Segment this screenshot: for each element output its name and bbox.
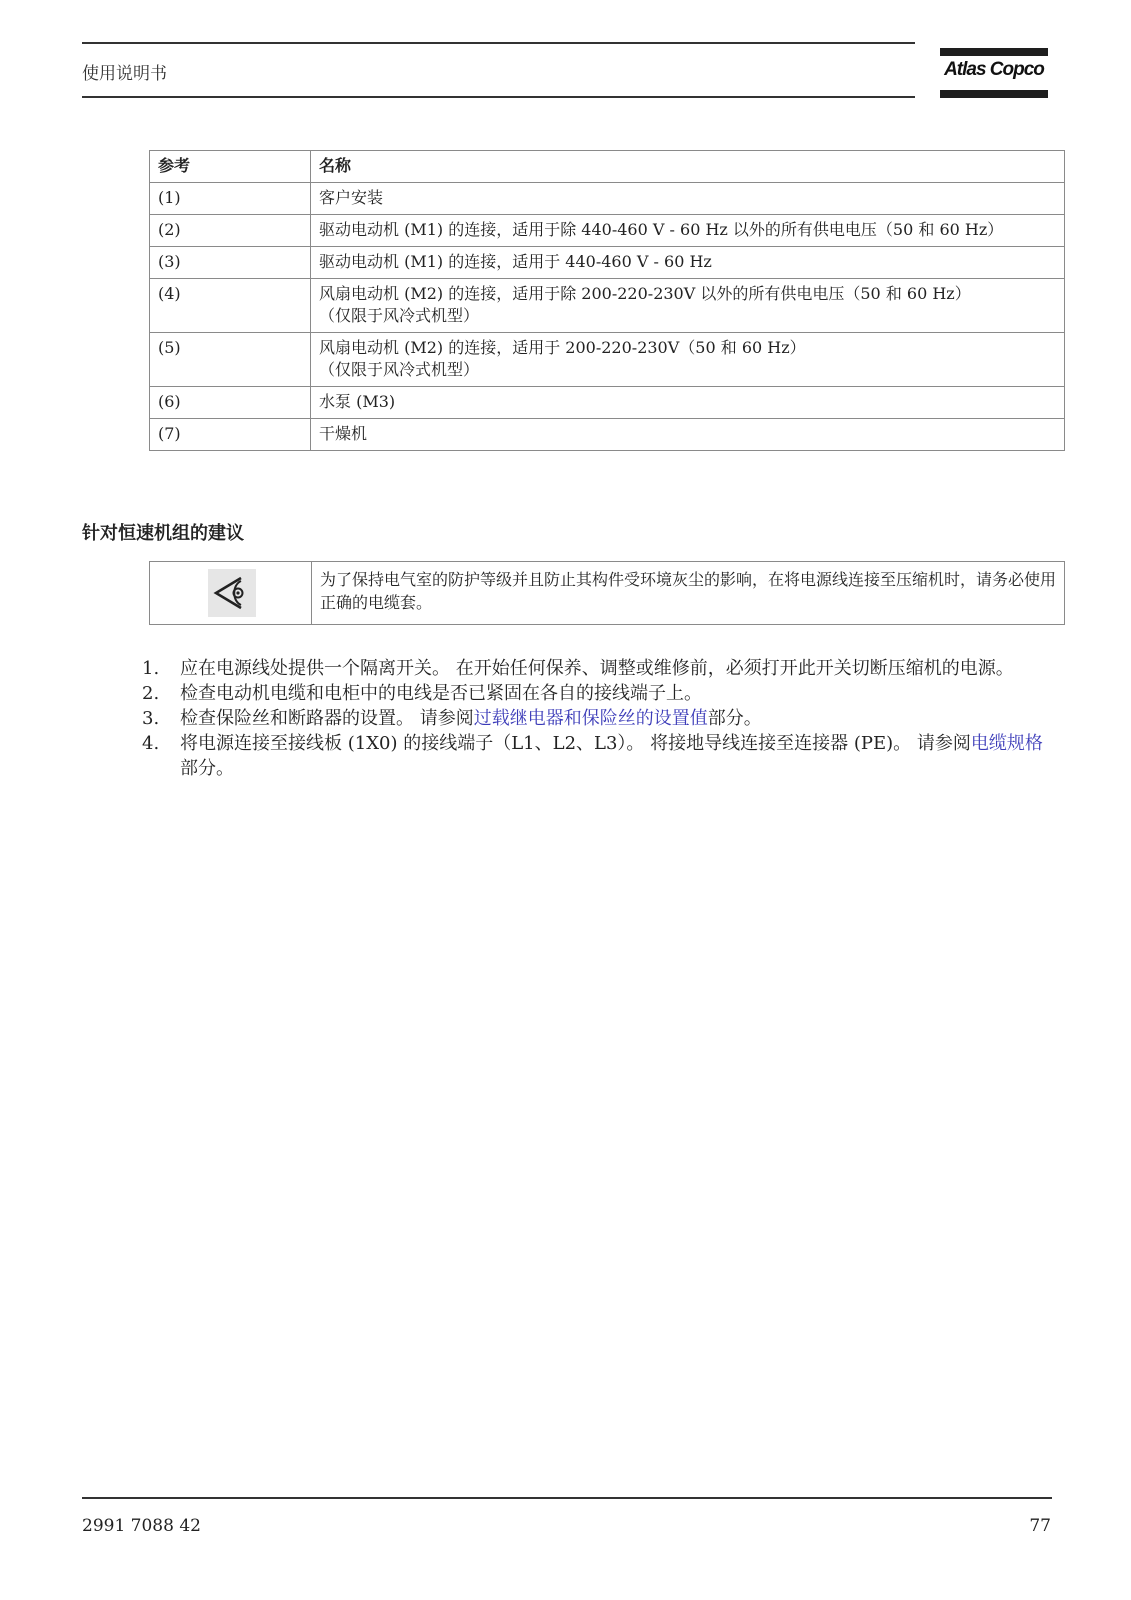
ref-cell: (4) xyxy=(150,279,311,333)
steps-list xyxy=(142,656,1052,781)
step-text: 将电源连接至接线板 (1X0) 的接线端子（L1、L2、L3）。 将接地导线连接至连接器 (PE)。 请参阅 xyxy=(180,733,971,754)
name-cell xyxy=(311,279,1065,333)
relay-fuse-settings-link[interactable]: 过载继电器和保险丝的设置值 xyxy=(473,708,708,729)
column-header-name: 名称 xyxy=(311,151,1065,183)
ref-cell: (7) xyxy=(150,419,311,451)
document-number: 2991 7088 42 xyxy=(82,1516,201,1536)
reference-table xyxy=(149,150,1065,451)
table-header-row xyxy=(150,151,1065,183)
cable-spec-link[interactable]: 电缆规格 xyxy=(970,733,1043,754)
note-icon-cell xyxy=(150,562,312,624)
table-row xyxy=(150,247,1065,279)
step-text-suffix: 部分。 xyxy=(707,708,762,729)
column-header-ref: 参考 xyxy=(150,151,311,183)
step-number: 2. xyxy=(142,683,160,704)
page-number: 77 xyxy=(1029,1516,1051,1536)
logo-bottom-bar xyxy=(940,90,1048,98)
document-title: 使用说明书 xyxy=(82,64,167,84)
logo-top-bar xyxy=(940,48,1048,56)
note-text: 为了保持电气室的防护等级并且防止其构件受环境灰尘的影响，在将电源线连接至压缩机时，请务必使用正确的电缆套。 xyxy=(320,570,1057,612)
table-row xyxy=(150,215,1065,247)
ref-cell: (2) xyxy=(150,215,311,247)
name-cell: 客户安装 xyxy=(311,183,1065,215)
list-item xyxy=(142,681,1052,706)
atlas-copco-logo xyxy=(940,48,1048,100)
table-row xyxy=(150,333,1065,387)
ref-cell: (6) xyxy=(150,387,311,419)
list-item xyxy=(142,706,1052,731)
header-top-rule xyxy=(82,42,915,44)
name-cell: 驱动电动机 (M1) 的连接，适用于除 440-460 V - 60 Hz 以外的所有供电电压（50 和 60 Hz） xyxy=(311,215,1065,247)
note-box xyxy=(149,561,1065,625)
table-row xyxy=(150,183,1065,215)
header-bottom-rule xyxy=(82,96,915,98)
step-number: 3. xyxy=(142,708,160,729)
ref-cell: (1) xyxy=(150,183,311,215)
name-note-line: （仅限于风冷式机型） xyxy=(319,360,480,379)
step-text: 应在电源线处提供一个隔离开关。 在开始任何保养、调整或维修前，必须打开此开关切断压缩机的电源。 xyxy=(180,658,1014,679)
logo-wordmark: Atlas Copco xyxy=(944,59,1044,80)
section-heading: 针对恒速机组的建议 xyxy=(82,523,244,544)
ref-cell: (3) xyxy=(150,247,311,279)
ref-cell: (5) xyxy=(150,333,311,387)
table-row xyxy=(150,279,1065,333)
list-item xyxy=(142,656,1052,681)
footer-rule xyxy=(82,1497,1052,1499)
table-row xyxy=(150,387,1065,419)
name-note-line: （仅限于风冷式机型） xyxy=(319,306,480,325)
name-cell: 水泵 (M3) xyxy=(311,387,1065,419)
name-cell xyxy=(311,333,1065,387)
step-text: 检查电动机电缆和电柜中的电线是否已紧固在各自的接线端子上。 xyxy=(180,683,702,704)
observe-eye-icon xyxy=(208,569,256,617)
step-number: 4. xyxy=(142,733,160,754)
step-text-suffix: 部分。 xyxy=(180,758,234,779)
table-row xyxy=(150,419,1065,451)
name-cell: 驱动电动机 (M1) 的连接，适用于 440-460 V - 60 Hz xyxy=(311,247,1065,279)
list-item xyxy=(142,731,1052,781)
name-line: 风扇电动机 (M2) 的连接，适用于 200-220-230V（50 和 60 Hz） xyxy=(319,338,806,357)
step-text: 检查保险丝和断路器的设置。 请参阅 xyxy=(180,708,474,729)
name-line: 风扇电动机 (M2) 的连接，适用于除 200-220-230V 以外的所有供电电压（50 和 60 Hz） xyxy=(319,284,971,303)
name-cell: 干燥机 xyxy=(311,419,1065,451)
step-number: 1. xyxy=(142,658,160,679)
